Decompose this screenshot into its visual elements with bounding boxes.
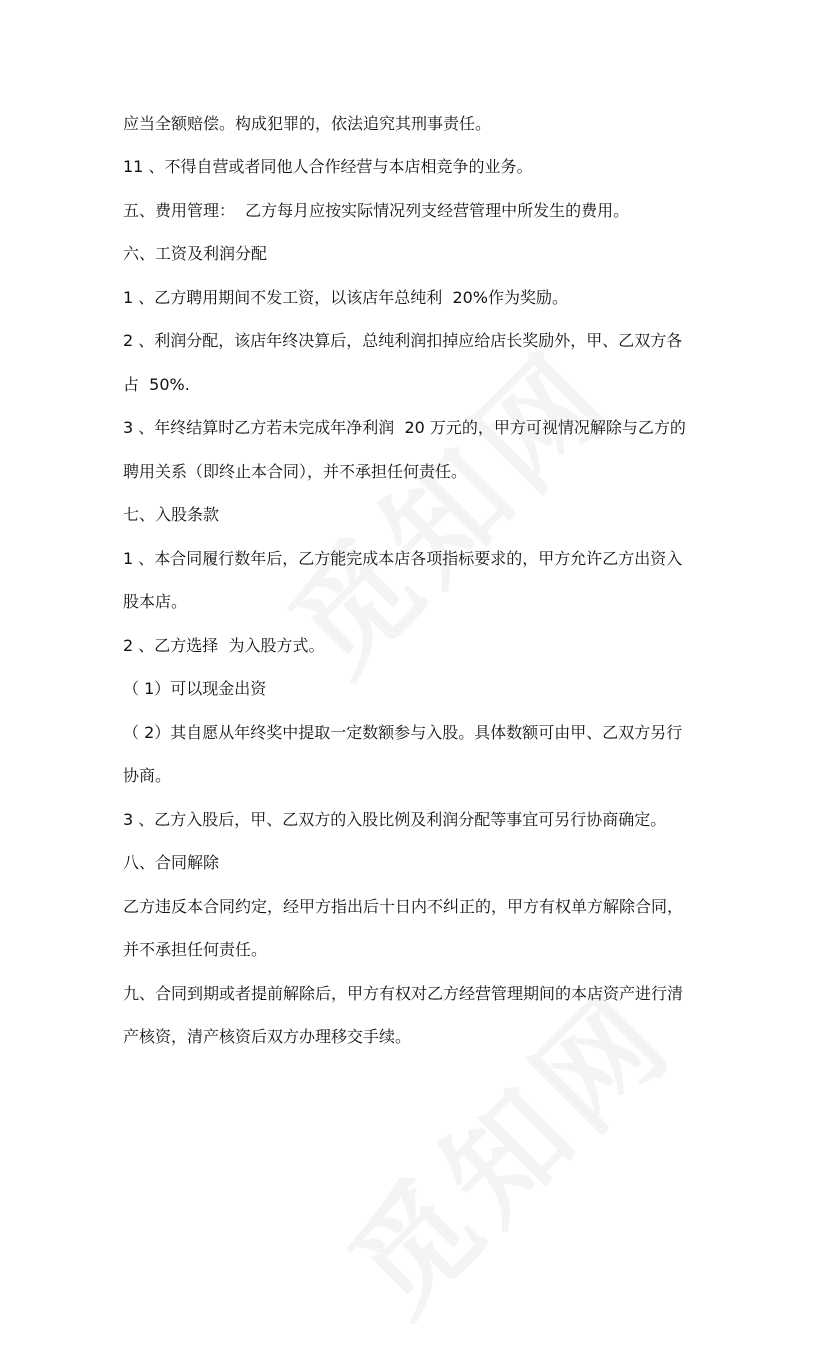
text-line: 2 、利润分配，该店年终决算后，总纯利润扣掉应给店长奖励外，甲、乙双方各 bbox=[123, 331, 683, 350]
text-line: 五、费用管理： 乙方每月应按实际情况列支经营管理中所发生的费用。 bbox=[123, 201, 630, 220]
text-line: 3 、乙方入股后，甲、乙双方的入股比例及利润分配等事宜可另行协商确定。 bbox=[123, 810, 667, 829]
section-heading: 八、合同解除 bbox=[123, 853, 220, 872]
text-line: 并不承担任何责任。 bbox=[123, 940, 268, 959]
text-line: 协商。 bbox=[123, 766, 172, 785]
text-line: 占 50%. bbox=[123, 375, 190, 394]
section-heading: 六、工资及利润分配 bbox=[123, 244, 268, 263]
text-line: 1 、乙方聘用期间不发工资，以该店年总纯利 20%作为奖励。 bbox=[123, 288, 569, 307]
watermark bbox=[306, 947, 703, 1344]
text-line: 聘用关系（即终止本合同），并不承担任何责任。 bbox=[123, 462, 468, 481]
text-line: 九、合同到期或者提前解除后，甲方有权对乙方经营管理期间的本店资产进行清 bbox=[123, 984, 684, 1003]
text-line: 1 、本合同履行数年后，乙方能完成本店各项指标要求的，甲方允许乙方出资入 bbox=[123, 549, 683, 568]
text-line: 应当全额赔偿。构成犯罪的，依法追究其刑事责任。 bbox=[123, 114, 492, 133]
text-line: 11 、不得自营或者同他人合作经营与本店相竞争的业务。 bbox=[123, 157, 533, 176]
text-line: 股本店。 bbox=[123, 592, 188, 611]
text-line: （ 2）其自愿从年终奖中提取一定数额参与入股。具体数额可由甲、乙双方另行 bbox=[123, 723, 683, 742]
text-line: （ 1）可以现金出资 bbox=[123, 679, 267, 698]
text-line: 2 、乙方选择 为入股方式。 bbox=[123, 636, 325, 655]
section-heading: 七、入股条款 bbox=[123, 505, 220, 524]
text-line: 乙方违反本合同约定，经甲方指出后十日内不纠正的，甲方有权单方解除合同， bbox=[123, 897, 684, 916]
text-line: 产核资，清产核资后双方办理移交手续。 bbox=[123, 1027, 412, 1046]
text-line: 3 、年终结算时乙方若未完成年净利润 20 万元的，甲方可视情况解除与乙方的 bbox=[123, 418, 686, 437]
